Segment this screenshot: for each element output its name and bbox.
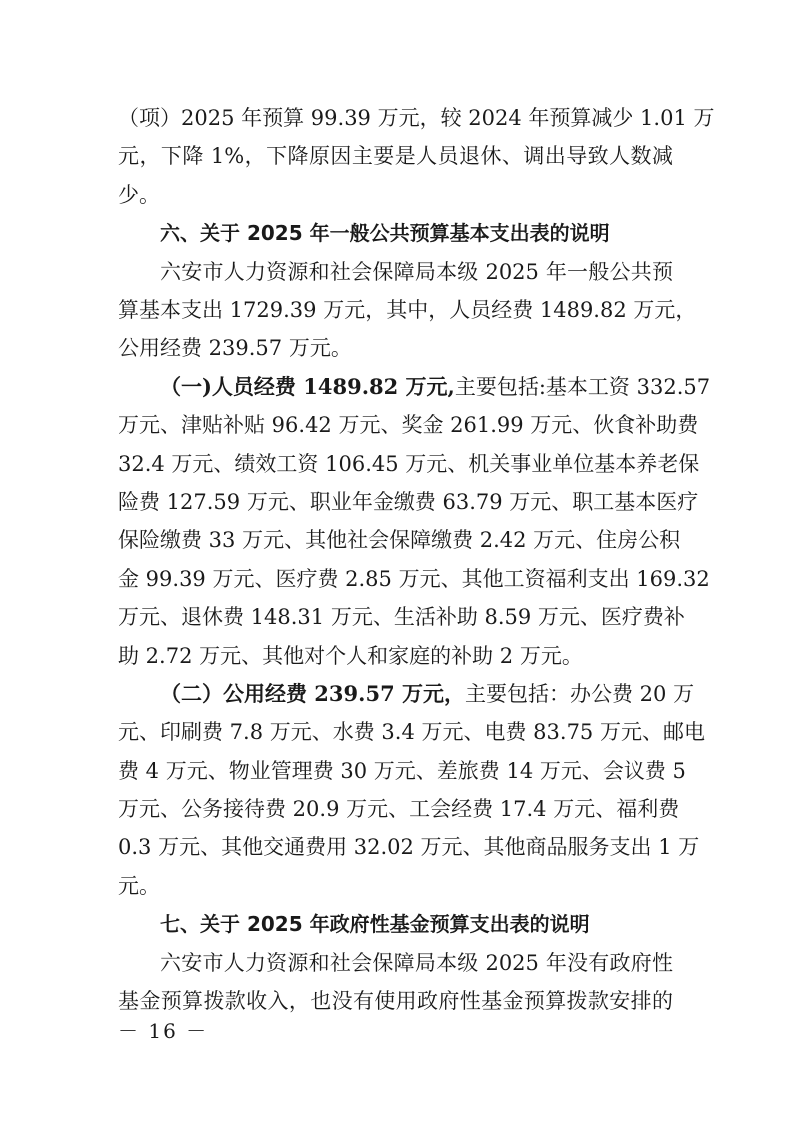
- text-line: 金 99.39 万元、医疗费 2.85 万元、其他工资福利支出 169.32: [118, 567, 710, 591]
- text-line: 元，下降 1%，下降原因主要是人员退休、调出导致人数减: [118, 144, 673, 168]
- text-line: 元、印刷费 7.8 万元、水费 3.4 万元、电费 83.75 万元、邮电: [118, 720, 705, 744]
- text-fragment: 主要包括：办公费 20 万: [465, 682, 695, 706]
- subheading-personnel: （一)人员经费 1489.82 万元,: [160, 374, 455, 399]
- text-line: 少。: [118, 183, 160, 207]
- text-line: 助 2.72 万元、其他对个人和家庭的补助 2 万元。: [118, 644, 583, 668]
- text-line: 0.3 万元、其他交通费用 32.02 万元、其他商品服务支出 1 万: [118, 835, 700, 859]
- text-line: 公用经费 239.57 万元。: [118, 336, 352, 360]
- text-line: 险费 127.59 万元、职业年金缴费 63.79 万元、职工基本医疗: [118, 490, 699, 514]
- text-line: （项）2025 年预算 99.39 万元，较 2024 年预算减少 1.01 万: [118, 106, 715, 130]
- subheading-public: （二）公用经费 239.57 万元，: [160, 681, 465, 706]
- text-line: 费 4 万元、物业管理费 30 万元、差旅费 14 万元、会议费 5: [118, 759, 686, 783]
- page-number: － 16 －: [118, 1019, 209, 1043]
- text-line: 基金预算拨款收入，也没有使用政府性基金预算拨款安排的: [118, 989, 673, 1013]
- text-line: [160, 679, 695, 709]
- section-heading: 六、关于 2025 年一般公共预算基本支出表的说明: [160, 221, 610, 245]
- text-fragment: 主要包括:基本工资 332.57: [454, 375, 711, 399]
- text-line: 万元、退休费 148.31 万元、生活补助 8.59 万元、医疗费补: [118, 605, 685, 629]
- text-line: 元。: [118, 874, 160, 898]
- text-line: 六安市人力资源和社会保障局本级 2025 年一般公共预: [160, 260, 673, 284]
- text-line: 算基本支出 1729.39 万元，其中，人员经费 1489.82 万元，: [118, 298, 697, 322]
- text-line: 32.4 万元、绩效工资 106.45 万元、机关事业单位基本养老保: [118, 452, 700, 476]
- section-heading: 七、关于 2025 年政府性基金预算支出表的说明: [160, 912, 590, 936]
- text-line: 万元、津贴补贴 96.42 万元、奖金 261.99 万元、伙食补助费: [118, 413, 699, 437]
- text-line: [160, 372, 711, 402]
- text-line: 保险缴费 33 万元、其他社会保障缴费 2.42 万元、住房公积: [118, 528, 681, 552]
- text-line: 万元、公务接待费 20.9 万元、工会经费 17.4 万元、福利费: [118, 797, 680, 821]
- text-line: 六安市人力资源和社会保障局本级 2025 年没有政府性: [160, 951, 673, 975]
